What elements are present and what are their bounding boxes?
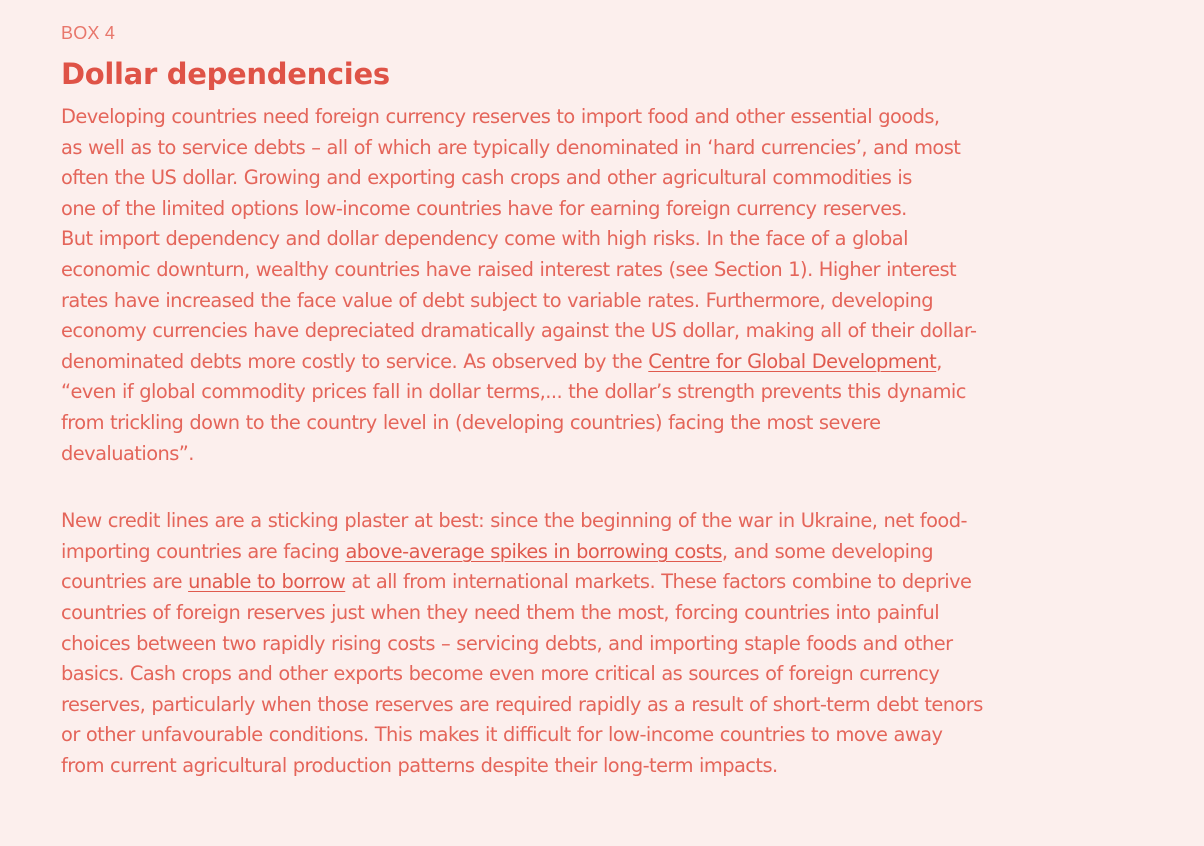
line-text: , and some developing (721, 539, 933, 563)
paragraph-1-line: Developing countries need foreign currency reserves to import food and other essential goods, (61, 105, 940, 128)
line-text: , (936, 349, 942, 373)
paragraph-1-line (61, 347, 1154, 378)
paragraph-1-line: But import dependency and dollar dependency come with high risks. In the face of a global (61, 227, 908, 251)
line-text: denominated debts more costly to service. As observed by the (61, 349, 649, 373)
unable-to-borrow-link[interactable]: unable to borrow (188, 570, 346, 594)
borrowing-costs-link[interactable]: above-average spikes in borrowing costs (345, 539, 722, 563)
paragraph-1-line: “even if global commodity prices fall in dollar terms,... the dollar’s strength prevents this dynamic (61, 380, 966, 404)
line-text: importing countries are facing (61, 539, 346, 563)
centre-for-global-development-link[interactable]: Centre for Global Development (648, 349, 937, 373)
paragraph-1 (61, 102, 1154, 469)
paragraph-1-line: as well as to service debts – all of which are typically denominated in ‘hard currencies’, and most (61, 135, 961, 159)
paragraph-2-line: reserves, particularly when those reserves are required rapidly as a result of short-term debt tenors (61, 692, 983, 716)
line-text: countries are (61, 570, 189, 594)
paragraph-1-line: economy currencies have depreciated dramatically against the US dollar, making all of their dollar- (61, 319, 977, 343)
paragraph-2-line: or other unfavourable conditions. This makes it difficult for low-income countries to move away (61, 723, 943, 747)
paragraph-1-line: rates have increased the face value of debt subject to variable rates. Furthermore, developing (61, 288, 933, 312)
paragraph-1-line: devaluations”. (61, 441, 194, 465)
paragraph-2-line (61, 567, 1154, 598)
paragraph-2-line (61, 537, 1154, 568)
paragraph-1-line: from trickling down to the country level in (developing countries) facing the most severe (61, 410, 881, 434)
paragraph-1-line: often the US dollar. Growing and exporting cash crops and other agricultural commodities is (61, 166, 912, 190)
paragraph-1-line: one of the limited options low-income countries have for earning foreign currency reserves. (61, 196, 907, 220)
box-title: Dollar dependencies (61, 57, 390, 91)
paragraph-1-line: economic downturn, wealthy countries have raised interest rates (see Section 1). Higher interest (61, 257, 957, 281)
paragraph-2-line: countries of foreign reserves just when they need them the most, forcing countries into painful (61, 600, 940, 624)
paragraph-2-line: basics. Cash crops and other exports become even more critical as sources of foreign currency (61, 662, 940, 686)
paragraph-2-line: New credit lines are a sticking plaster at best: since the beginning of the war in Ukraine, net food- (61, 509, 967, 533)
line-text: at all from international markets. These factors combine to deprive (345, 570, 972, 594)
paragraph-2-line: from current agricultural production patterns despite their long-term impacts. (61, 753, 778, 777)
box-label: BOX 4 (61, 23, 116, 43)
paragraph-2 (61, 506, 1154, 781)
paragraph-2-line: choices between two rapidly rising costs – servicing debts, and importing staple foods and other (61, 631, 953, 655)
